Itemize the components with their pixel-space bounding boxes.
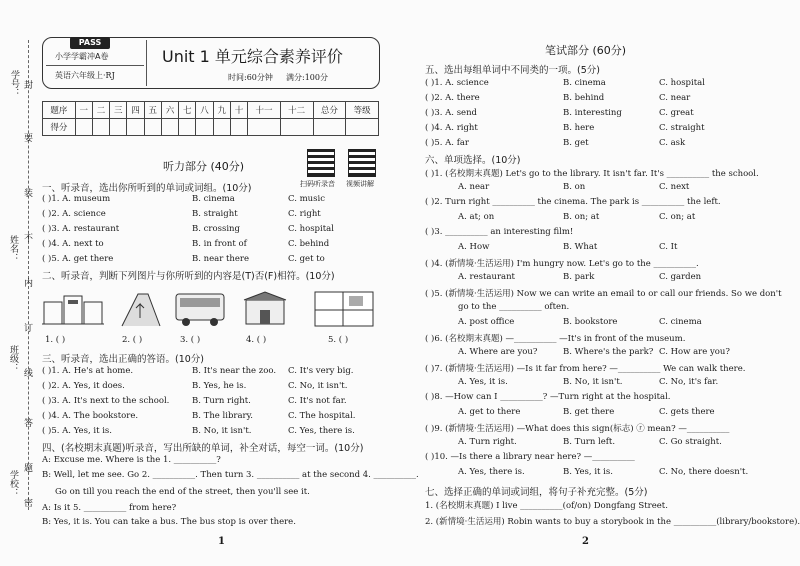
question-stem: go to the __________ often. (458, 302, 570, 312)
choice-option[interactable]: C. How are you? (659, 347, 730, 357)
question-stem: ( )8. —How can I __________? —Turn right at the hospital. (425, 392, 671, 402)
page-number-2: 2 (582, 536, 589, 547)
score-head-cell: 四 (127, 102, 144, 119)
option-c[interactable]: C. hospital (659, 78, 705, 88)
question-stem: ( )1. (名校期末真题) Let's go to the library. It isn't far. It's __________ the school. (425, 169, 759, 179)
option-a[interactable]: ( )2. A. Yes, it does. (42, 381, 125, 391)
score-cell[interactable] (92, 119, 109, 136)
score-head-cell: 八 (196, 102, 213, 119)
option-b[interactable]: B. interesting (563, 108, 622, 118)
binding-line (28, 40, 29, 510)
option-a[interactable]: ( )4. A. right (425, 123, 478, 133)
bookstore-picture (240, 290, 290, 328)
judge-answer[interactable]: 4. ( ) (246, 335, 267, 345)
score-cell[interactable] (110, 119, 127, 136)
time-limit: 时间:60分钟 (228, 73, 273, 82)
margin-char: 不 (24, 234, 34, 244)
choice-option[interactable]: A. Yes, there is. (458, 467, 525, 477)
margin-char: 要 (24, 134, 34, 144)
option-c[interactable]: C. It's not far. (288, 396, 347, 406)
margin-char: 答 (24, 419, 34, 429)
section-7-title: 七、选择正确的单词或词组，将句子补充完整。(5分) (425, 487, 648, 498)
option-b[interactable]: B. here (563, 123, 595, 133)
choice-option[interactable]: C. gets there (659, 407, 715, 417)
question-stem: ( )7. (新情境·生活运用) —Is it far from here? —__________ We can walk there. (425, 364, 746, 374)
listening-title: 听力部分 (40分) (163, 160, 245, 173)
choice-option[interactable]: C. garden (659, 272, 702, 282)
margin-char: 内 (24, 279, 34, 289)
margin-char: 订 (24, 324, 34, 334)
option-a[interactable]: ( )4. A. next to (42, 239, 104, 249)
score-cell[interactable] (213, 119, 230, 136)
option-b[interactable]: B. It's near the zoo. (192, 366, 277, 376)
choice-option[interactable]: C. No, it's far. (659, 377, 719, 387)
option-b[interactable]: B. in front of (192, 239, 247, 249)
score-cell[interactable] (161, 119, 178, 136)
choice-option[interactable]: B. What (563, 242, 598, 252)
option-c[interactable]: C. get to (288, 254, 325, 264)
class-label: 班级： (8, 345, 18, 372)
score-table (42, 101, 379, 136)
student-name-label: 姓名： (8, 235, 18, 262)
score-cell[interactable] (280, 119, 313, 136)
school-label: 学校： (8, 470, 18, 497)
choice-option[interactable]: A. How (458, 242, 490, 252)
option-a[interactable]: ( )3. A. send (425, 108, 477, 118)
choice-option[interactable]: B. get there (563, 407, 615, 417)
question-stem: ( )5. (新情境·生活运用) Now we can write an email to or call our friends. So we don't (425, 289, 782, 299)
option-c[interactable]: C. The hospital. (288, 411, 356, 421)
score-cell[interactable] (313, 119, 346, 136)
score-cell[interactable] (346, 119, 379, 136)
option-b[interactable]: B. behind (563, 93, 605, 103)
option-b[interactable]: B. Turn right. (192, 396, 251, 406)
margin-char: 密 (24, 499, 34, 509)
score-head-cell: 题序 (43, 102, 76, 119)
option-c[interactable]: C. ask (659, 138, 686, 148)
choice-option[interactable]: B. bookstore (563, 317, 618, 327)
section-4-title: 四、(名校期末真题)听录音，写出所缺的单词，补全对话，每空一词。(10分) (42, 443, 364, 454)
option-b[interactable]: B. cinema (192, 194, 235, 204)
choice-option[interactable]: C. It (659, 242, 678, 252)
judge-answer[interactable]: 5. ( ) (328, 335, 349, 345)
choice-option[interactable]: C. No, there doesn't. (659, 467, 749, 477)
score-head-cell: 五 (144, 102, 161, 119)
score-cell[interactable] (196, 119, 213, 136)
fill-line: 1. (名校期末真题) I live __________(of/on) Dongfang Street. (425, 501, 668, 511)
full-score: 满分:100分 (286, 73, 328, 82)
margin-char: 装 (24, 189, 34, 199)
choice-option[interactable]: C. on; at (659, 212, 696, 222)
score-head-cell: 九 (213, 102, 230, 119)
question-stem: ( )6. (名校期末真题) —__________ —It's in front of the museum. (425, 334, 686, 344)
section-5-title: 五、选出每组单词中不同类的一项。(5分) (425, 65, 600, 76)
choice-option[interactable]: C. next (659, 182, 690, 192)
option-a[interactable]: ( )3. A. It's next to the school. (42, 396, 170, 406)
choice-option[interactable]: A. restaurant (458, 272, 515, 282)
section-3-title: 三、听录音，选出正确的答语。(10分) (42, 354, 205, 365)
option-a[interactable]: ( )2. A. science (42, 209, 106, 219)
dialogue-line: A: Excuse me. Where is the 1. __________? (42, 455, 221, 465)
video-caption: 视频讲解 (346, 180, 374, 188)
option-c[interactable]: C. great (659, 108, 694, 118)
choice-option[interactable]: A. post office (458, 317, 515, 327)
qr-code-video[interactable] (348, 149, 376, 177)
pass-badge: PASS (70, 37, 110, 49)
section-1-title: 一、听录音，选出你所听到的单词或词组。(10分) (42, 183, 252, 194)
option-b[interactable]: B. Yes, he is. (192, 381, 247, 391)
question-stem: ( )10. —Is there a library near here? —__________ (425, 452, 635, 462)
dialogue-line: B: Well, let me see. Go 2. __________. Then turn 3. __________ at the second 4. __________. (42, 470, 419, 480)
choice-option[interactable]: C. Go straight. (659, 437, 722, 447)
judge-answer[interactable]: 2. ( ) (122, 335, 143, 345)
choice-option[interactable]: B. Where's the park? (563, 347, 654, 357)
score-head-cell: 三 (110, 102, 127, 119)
section-2-title: 二、听录音，判断下列图片与你所听到的内容是(T)否(F)相符。(10分) (42, 271, 335, 282)
map-picture (313, 290, 375, 328)
score-cell[interactable] (75, 119, 92, 136)
option-c[interactable]: C. It's very big. (288, 366, 354, 376)
score-head-cell: 六 (161, 102, 178, 119)
question-stem: ( )2. Turn right __________ the cinema. The park is __________ the left. (425, 197, 721, 207)
dialogue-line: Go on till you reach the end of the street, then you'll see it. (55, 487, 310, 497)
choice-option[interactable]: B. park (563, 272, 595, 282)
page-number-1: 1 (218, 536, 225, 547)
margin-char: 线 (24, 369, 34, 379)
section-6-title: 六、单项选择。(10分) (425, 155, 521, 166)
dialogue-line: B: Yes, it is. You can take a bus. The bus stop is over there. (42, 517, 296, 527)
dialogue-line: A: Is it 5. __________ from here? (42, 503, 177, 513)
option-b[interactable]: B. near there (192, 254, 250, 264)
question-stem: ( )3. __________ an interesting film! (425, 227, 574, 237)
option-b[interactable]: B. straight (192, 209, 238, 219)
option-a[interactable]: ( )5. A. far (425, 138, 469, 148)
option-a[interactable]: ( )1. A. science (425, 78, 489, 88)
score-cell[interactable] (127, 119, 144, 136)
score-head-cell: 十一 (248, 102, 281, 119)
option-a[interactable]: ( )5. A. Yes, it is. (42, 426, 112, 436)
score-head-cell: 十二 (280, 102, 313, 119)
choice-option[interactable]: A. get to there (458, 407, 521, 417)
option-c[interactable]: C. Yes, there is. (288, 426, 355, 436)
choice-option[interactable]: B. Turn left. (563, 437, 616, 447)
option-c[interactable]: C. right (288, 209, 321, 219)
page-title: Unit 1 单元综合素养评价 (162, 47, 343, 66)
score-head-cell: 总分 (313, 102, 346, 119)
score-head-cell: 七 (179, 102, 196, 119)
option-b[interactable]: B. crossing (192, 224, 240, 234)
buildings-picture (42, 290, 104, 328)
option-b[interactable]: B. get (563, 138, 589, 148)
option-b[interactable]: B. cinema (563, 78, 606, 88)
series-name: 小学学霸冲A卷 (55, 52, 109, 61)
score-cell[interactable] (179, 119, 196, 136)
scan-listen-caption: 扫码听录音 (300, 180, 335, 188)
score-cell[interactable] (230, 119, 247, 136)
choice-option[interactable]: B. on (563, 182, 586, 192)
score-head-cell: 一 (75, 102, 92, 119)
option-c[interactable]: C. behind (288, 239, 330, 249)
option-a[interactable]: ( )1. A. He's at home. (42, 366, 134, 376)
option-a[interactable]: ( )5. A. get there (42, 254, 114, 264)
choice-option[interactable]: A. near (458, 182, 490, 192)
qr-code-listen[interactable] (307, 149, 335, 177)
score-head-cell: 二 (92, 102, 109, 119)
option-c[interactable]: C. hospital (288, 224, 334, 234)
choice-option[interactable]: A. Where are you? (458, 347, 538, 357)
option-c[interactable]: C. music (288, 194, 325, 204)
score-cell[interactable] (248, 119, 281, 136)
option-a[interactable]: ( )3. A. restaurant (42, 224, 120, 234)
option-c[interactable]: C. straight (659, 123, 705, 133)
judge-answer[interactable]: 3. ( ) (180, 335, 201, 345)
option-c[interactable]: C. No, it isn't. (288, 381, 348, 391)
option-b[interactable]: B. No, it isn't. (192, 426, 252, 436)
score-head-cell: 十 (230, 102, 247, 119)
choice-option[interactable]: C. cinema (659, 317, 702, 327)
option-a[interactable]: ( )1. A. museum (42, 194, 111, 204)
choice-option[interactable]: A. Yes, it is. (458, 377, 508, 387)
written-title: 笔试部分 (60分) (545, 44, 627, 57)
choice-option[interactable]: A. Turn right. (458, 437, 517, 447)
option-c[interactable]: C. near (659, 93, 691, 103)
option-a[interactable]: ( )2. A. there (425, 93, 480, 103)
bus-picture (172, 290, 228, 328)
question-stem: ( )9. (新情境·生活运用) —What does this sign(标志) ⓡ mean? —__________ (425, 424, 730, 434)
score-head-cell: 等级 (346, 102, 379, 119)
option-a[interactable]: ( )4. A. The bookstore. (42, 411, 139, 421)
student-number-label: 学号： (9, 70, 19, 97)
choice-option[interactable]: B. on; at (563, 212, 600, 222)
choice-option[interactable]: B. No, it isn't. (563, 377, 623, 387)
margin-char: 题 (24, 464, 34, 474)
grade-label: 英语六年级上·RJ (55, 71, 115, 80)
margin-char: 封 (24, 81, 34, 91)
score-cell[interactable] (144, 119, 161, 136)
option-b[interactable]: B. The library. (192, 411, 253, 421)
fill-line: 2. (新情境·生活运用) Robin wants to buy a storybook in the __________(library/bookstore). (425, 517, 800, 527)
road-arrow-picture (118, 290, 164, 328)
score-row-label: 得分 (43, 119, 76, 136)
question-stem: ( )4. (新情境·生活运用) I'm hungry now. Let's go to the __________. (425, 259, 699, 269)
choice-option[interactable]: A. at; on (458, 212, 495, 222)
choice-option[interactable]: B. Yes, it is. (563, 467, 613, 477)
judge-answer[interactable]: 1. ( ) (45, 335, 66, 345)
